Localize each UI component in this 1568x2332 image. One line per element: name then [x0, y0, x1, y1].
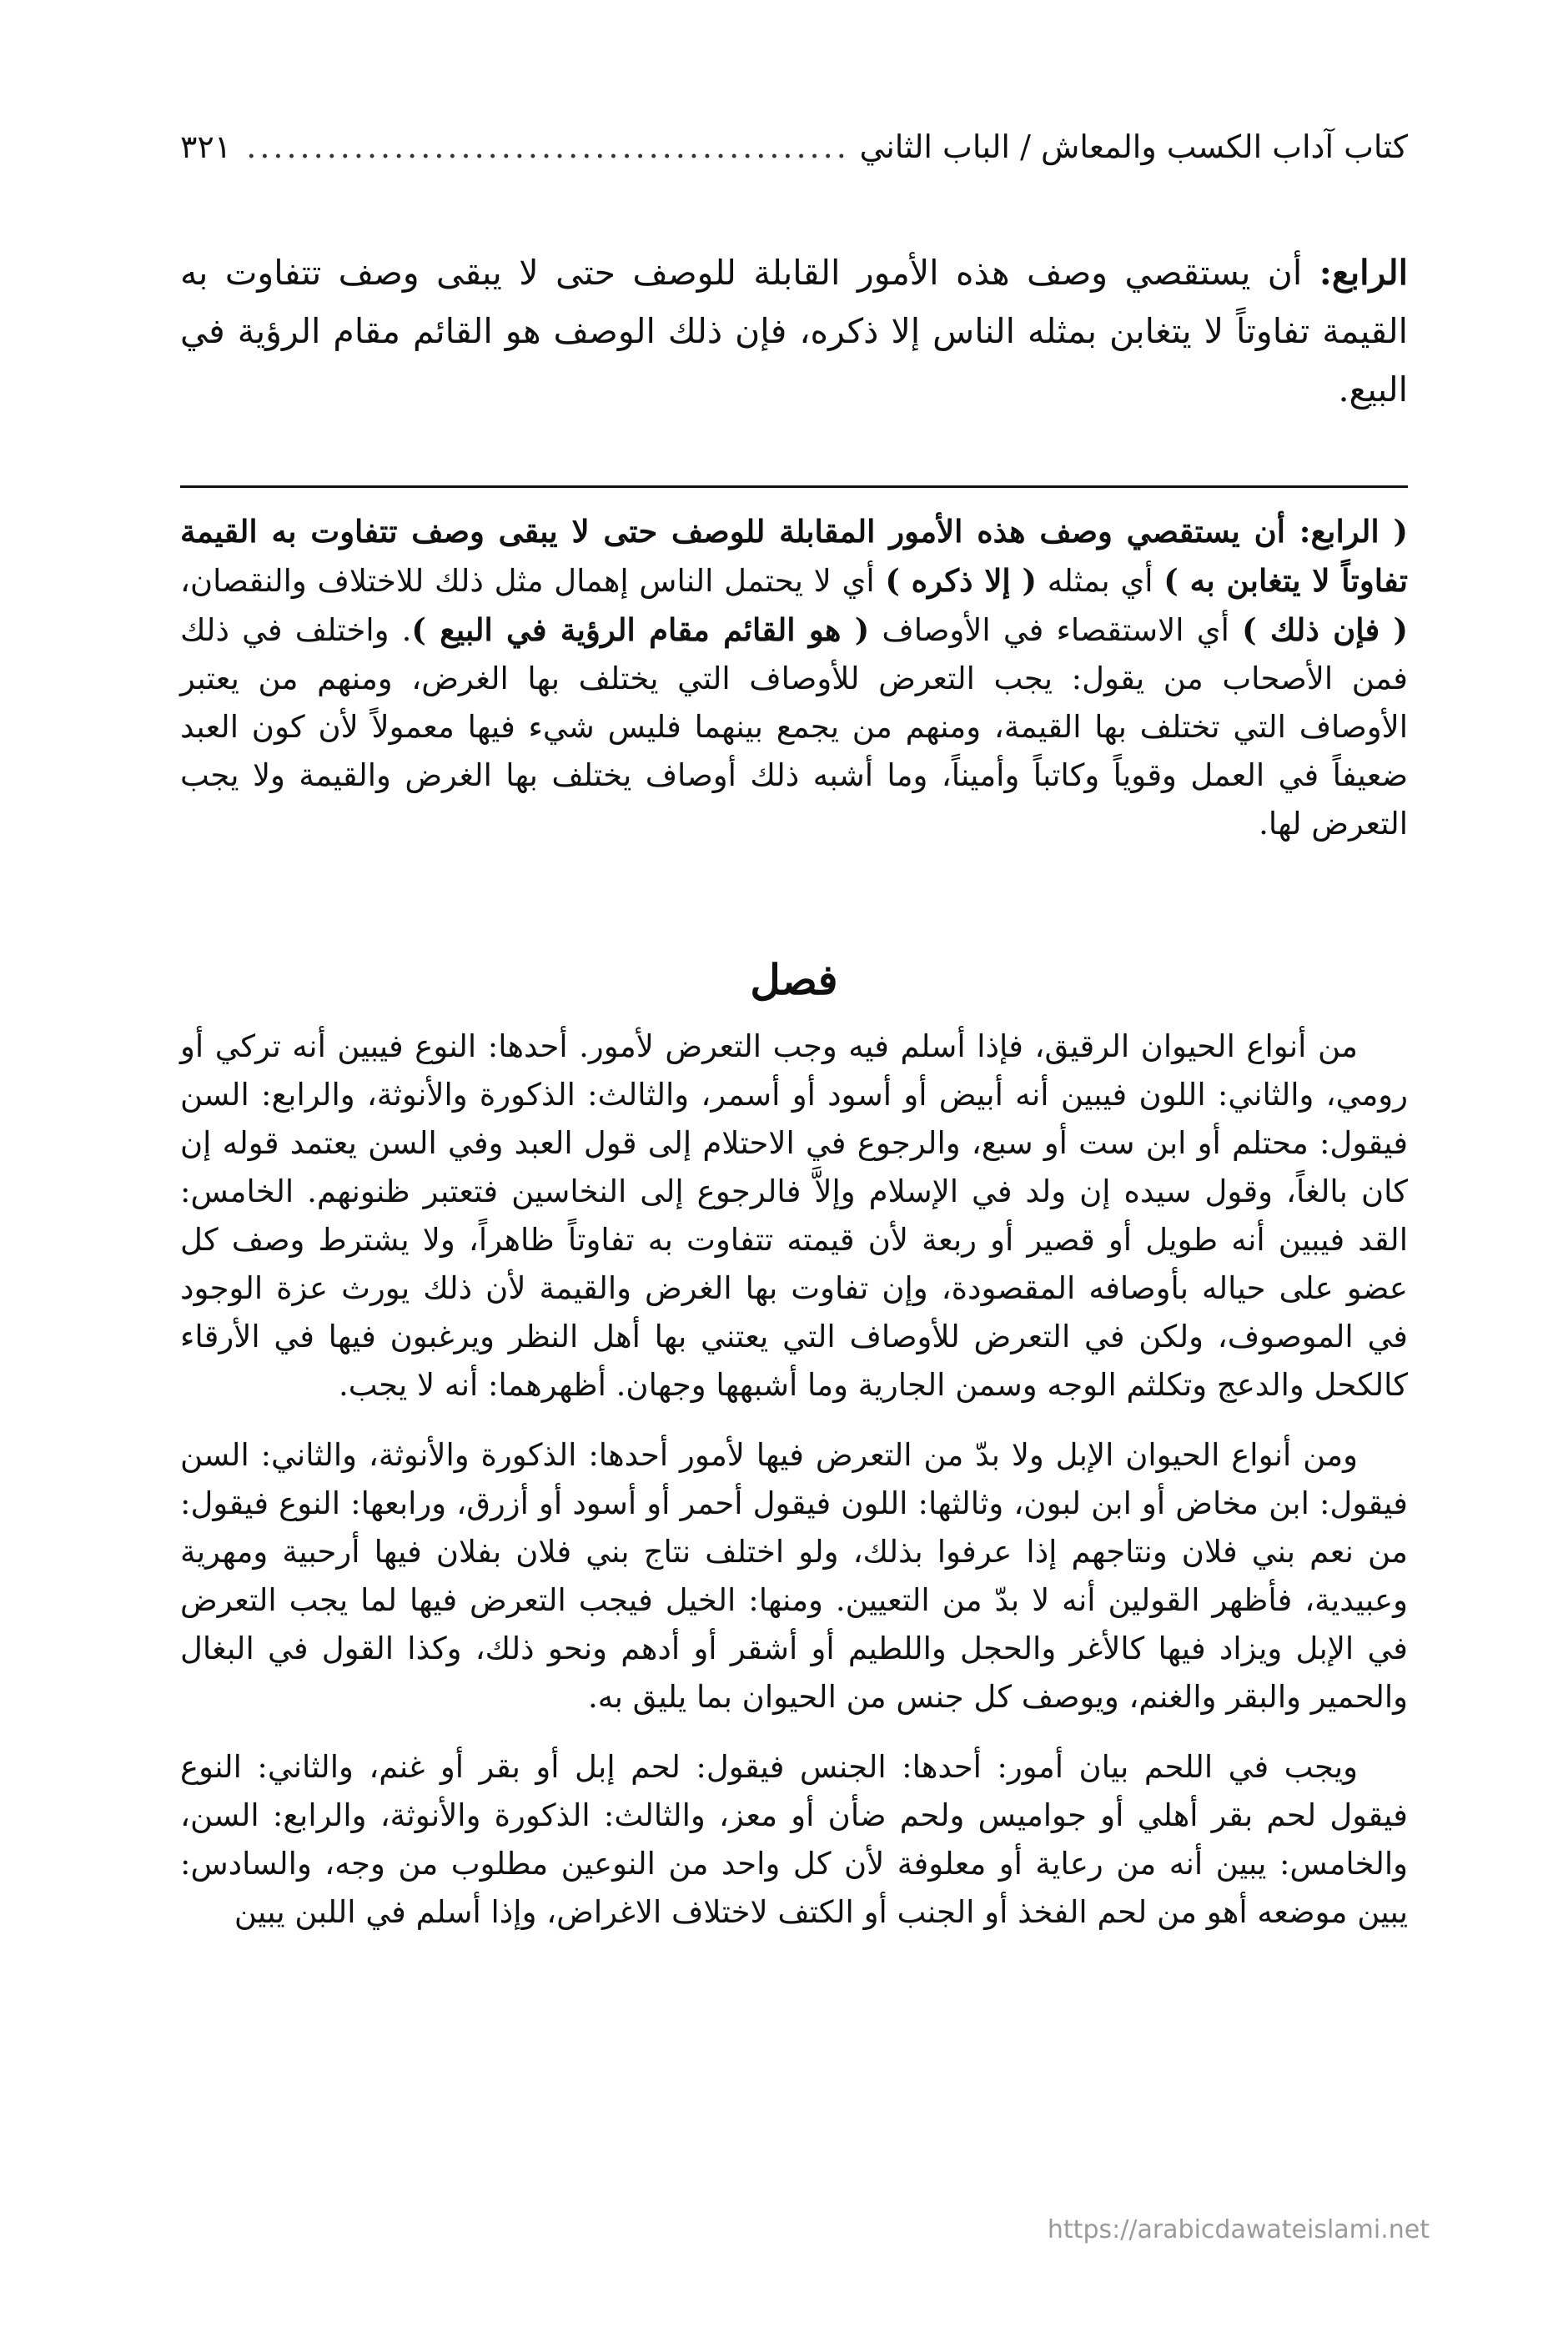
running-header [180, 127, 1408, 167]
commentary-gloss: . واختلف في ذلك فمن الأصحاب من يقول: يجب التعرض للأوصاف التي يختلف بها الغرض، ومنهم من يعتبر الأوصاف التي تختلف بها القيمة، ومنهم من يجمع بينهما فليس شيء فيها معمولاً لأن كون العبد ضعيفاً في العمل وقوياً وكاتباً وأميناً، وما أشبه ذلك أوصاف يختلف بها الغرض والقيمة ولا يجب التعرض لها. [180, 612, 1408, 842]
commentary-quote: ( هو القائم مقام الرؤية في البيع ) [411, 611, 870, 648]
site-watermark: https://arabicdawateislami.net [1047, 2215, 1430, 2244]
commentary-quote: ( إلا ذكره ) [885, 562, 1038, 599]
commentary-quote: ( فإن ذلك ) [1242, 611, 1408, 648]
commentary-quote: ( الرابع: أن يستقصي وصف هذه الأمور المقابلة للوصف حتى لا يبقى وصف تتفاوت به القيمة تفاوتاً لا يتغابن به ) [180, 513, 1409, 599]
commentary-gloss: أي لا يحتمل الناس إهمال مثل ذلك للاختلاف والنقصان، [180, 563, 886, 599]
separator-rule [180, 485, 1408, 488]
leader-dots [246, 127, 844, 167]
section-heading: فصل [750, 955, 838, 1004]
matn-body: أن يستقصي وصف هذه الأمور القابلة للوصف حتى لا يبقى وصف تتفاوت به القيمة تفاوتاً لا يتغابن بمثله الناس إلا ذكره، فإن ذلك الوصف هو القائم مقام الرؤية في البيع. [180, 253, 1408, 410]
page-number: ٣٢١ [180, 128, 232, 165]
section-body [180, 1023, 1408, 1958]
section-paragraph: من أنواع الحيوان الرقيق، فإذا أسلم فيه وجب التعرض لأمور. أحدها: النوع فيبين أنه تركي أو رومي، والثاني: اللون فيبين أنه أبيض أو أسود أو أسمر، والثالث: الذكورة والأنوثة، والرابع: السن فيقول: محتلم أو ابن ست أو سبع، والرجوع في الاحتلام إلى قول العبد وفي السن يعتمد قوله إن كان بالغاً، وقول سيده إن ولد في الإسلام وإلاَّ فالرجوع إلى النخاسين فتعتبر ظنونهم. الخامس: القد فيبين أنه طويل أو قصير أو ربعة لأن قيمته تتفاوت به تفاوتاً ظاهراً، ولا يشترط وصف كل عضو على حياله بأوصافه المقصودة، وإن تفاوت بها الغرض والقيمة لأن ذلك يورث عزة الوجود في الموصوف، ولكن في التعرض للأوصاف التي يعتني بها أهل النظر ويرغبون فيها في الأرقاء كالكحل والدعج وتكلثم الوجه وسمن الجارية وما أشبهها وجهان. أظهرهما: أنه لا يجب. [180, 1028, 1408, 1403]
main-text [180, 244, 1408, 419]
section-paragraph: ويجب في اللحم بيان أمور: أحدها: الجنس فيقول: لحم إبل أو بقر أو غنم، والثاني: النوع فيقول لحم بقر أهلي أو جواميس ولحم ضأن أو معز، والثالث: الذكورة والأنوثة، والرابع: السن، والخامس: يبين أنه من رعاية أو معلوفة لأن كل واحد من النوعين مطلوب من وجه، والسادس: يبين موضعه أهو من لحم الفخذ أو الجنب أو الكتف لاختلاف الاغراض، وإذا أسلم في اللبن يبين [180, 1749, 1408, 1930]
commentary-text [180, 507, 1408, 848]
commentary-gloss: أي بمثله [1037, 563, 1164, 599]
matn-lead: الرابع: [1319, 253, 1408, 293]
section-paragraph: ومن أنواع الحيوان الإبل ولا بدّ من التعرض فيها لأمور أحدها: الذكورة والأنوثة، والثاني: السن فيقول: ابن مخاض أو ابن لبون، وثالثها: اللون فيقول أحمر أو أسود أو أزرق، ورابعها: النوع فيقول: من نعم بني فلان ونتاجهم إذا عرفوا بذلك، ولو اختلف نتاج بني فلان بفلان فيها أرحبية ومهرية وعبيدية، فأظهر القولين أنه لا بدّ من التعيين. ومنها: الخيل فيجب التعرض فيها لما يجب التعرض في الإبل ويزاد فيها كالأغر والحجل واللطيم أو أشقر أو أدهم ونحو ذلك، وكذا القول في البغال والحمير والبقر والغنم، ويوصف كل جنس من الحيوان بما يليق به. [180, 1437, 1408, 1715]
commentary-gloss: أي الاستقصاء في الأوصاف [869, 612, 1243, 648]
chapter-title: كتاب آداب الكسب والمعاش / الباب الثاني [859, 128, 1408, 165]
